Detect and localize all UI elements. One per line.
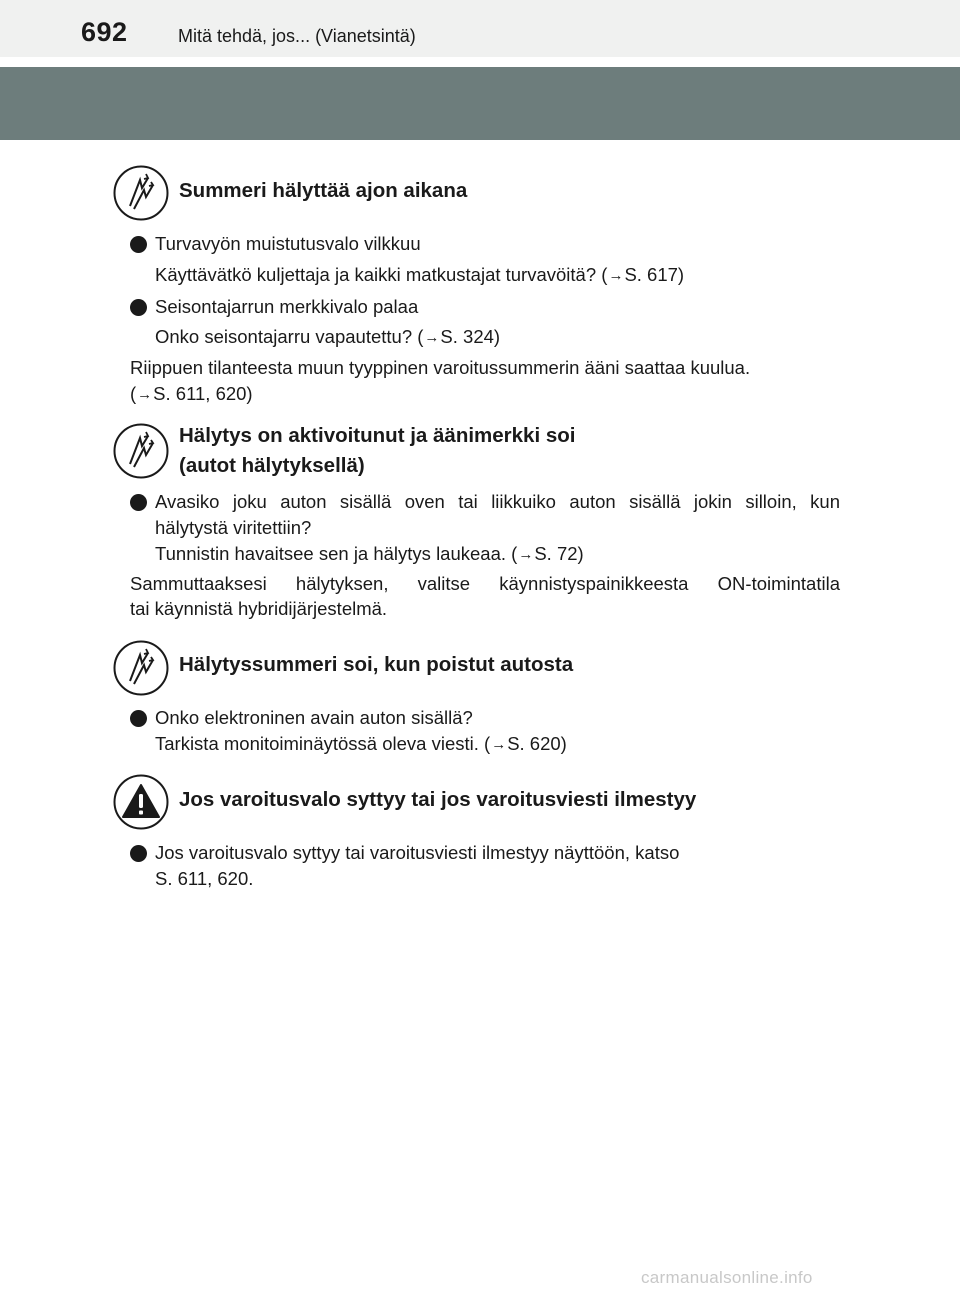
warning-triangle-icon [113, 774, 169, 830]
arrow-right-icon: → [608, 267, 624, 284]
bullet [130, 494, 147, 511]
list-item-detail: Tunnistin havaitsee sen ja hälytys laukeaa. (→S. 72) [155, 541, 584, 568]
speaker-lightning-icon [113, 423, 169, 479]
note-reference: (→S. 611, 620) [130, 381, 253, 408]
arrow-right-icon: → [491, 736, 507, 753]
note-text-continued: tai käynnistä hybridijärjestelmä. [130, 598, 388, 619]
section-heading-warning-light: Jos varoitusvalo syttyy tai jos varoitusviesti ilmestyy [179, 788, 697, 811]
speaker-lightning-icon [113, 165, 169, 221]
list-item-detail: Käyttävätkö kuljettaja ja kaikki matkustajat turvavöitä? (→S. 617) [155, 262, 684, 289]
page-header [0, 0, 960, 57]
bullet [130, 845, 147, 862]
note-text: Sammuttaaksesi hälytyksen, valitse käynnistyspainikkeesta ON-toimintatila [130, 573, 840, 594]
chapter-title: Mitä tehdä, jos... (Vianetsintä) [178, 26, 416, 46]
list-item-continued: hälytystä viritettiin? [155, 517, 312, 538]
note-text: Riippuen tilanteesta muun tyyppinen varoitussummerin ääni saattaa kuulua. [130, 357, 751, 378]
section-heading-alarm-activated: Hälytys on aktivoitunut ja äänimerkki soi [179, 424, 576, 447]
list-item-detail: Onko seisontajarru vapautettu? (→S. 324) [155, 324, 500, 351]
list-item: Avasiko joku auton sisällä oven tai liikkuiko auton sisällä jokin silloin, kun [155, 491, 840, 512]
arrow-right-icon: → [137, 386, 153, 403]
section-heading-buzzer-driving: Summeri hälyttää ajon aikana [179, 179, 468, 202]
bullet [130, 236, 147, 253]
bullet [130, 710, 147, 727]
list-item-detail: Tarkista monitoiminäytössä oleva viesti. (→S. 620) [155, 731, 567, 758]
watermark: carmanualsonline.info [641, 1268, 813, 1287]
arrow-right-icon: → [424, 329, 440, 346]
section-heading-alarm-activated-sub: (autot hälytyksellä) [179, 454, 365, 477]
section-heading-buzzer-exit: Hälytyssummeri soi, kun poistut autosta [179, 653, 574, 676]
list-item-continued: S. 611, 620. [155, 868, 254, 889]
list-item: Turvavyön muistutusvalo vilkkuu [155, 233, 421, 254]
list-item: Onko elektroninen avain auton sisällä? [155, 707, 473, 728]
arrow-right-icon: → [518, 546, 534, 563]
list-item: Jos varoitusvalo syttyy tai varoitusviesti ilmestyy näyttöön, katso [155, 842, 680, 863]
bullet [130, 299, 147, 316]
list-item: Seisontajarrun merkkivalo palaa [155, 296, 419, 317]
page-number: 692 [81, 17, 128, 47]
speaker-lightning-icon [113, 640, 169, 696]
header-band [0, 67, 960, 140]
